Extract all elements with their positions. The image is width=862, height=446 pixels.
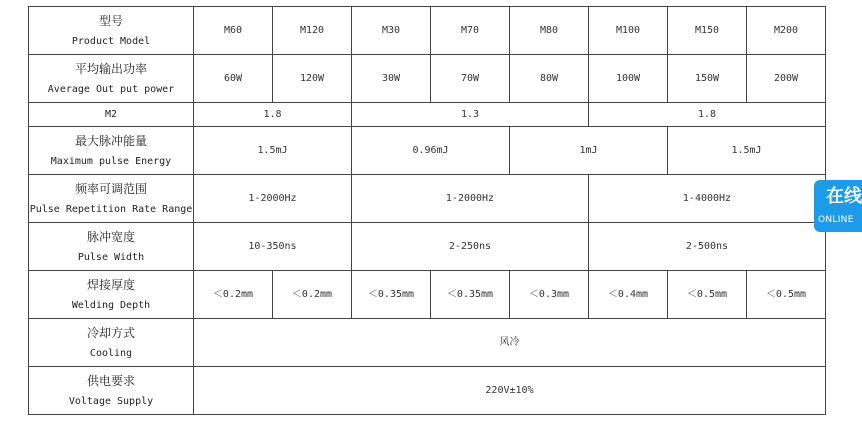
spec-value-cell: M60 xyxy=(194,7,273,55)
spec-value-cell: 1-2000Hz xyxy=(352,175,589,223)
spec-value-cell: 1mJ xyxy=(510,127,668,175)
spec-label-cell xyxy=(29,271,194,319)
spec-value-cell: ＜0.35mm xyxy=(352,271,431,319)
spec-label-en: Pulse Repetition Rate Range xyxy=(29,203,193,215)
spec-label-cell xyxy=(29,7,194,55)
spec-label-zh: 焊接厚度 xyxy=(86,277,135,292)
online-badge-en: ONLINE xyxy=(818,215,854,225)
spec-label-cell xyxy=(29,319,194,367)
online-service-badge[interactable] xyxy=(814,180,862,232)
spec-label-cell xyxy=(29,223,194,271)
spec-value-cell: 0.96mJ xyxy=(352,127,510,175)
spec-label-en: M2 xyxy=(104,108,118,120)
spec-label-cell xyxy=(29,55,194,103)
spec-label-zh: 最大脉冲能量 xyxy=(74,133,147,148)
spec-value-cell: M30 xyxy=(352,7,431,55)
spec-value-cell: M70 xyxy=(431,7,510,55)
spec-value-cell: 1-2000Hz xyxy=(194,175,352,223)
spec-row xyxy=(29,55,826,103)
spec-label-cell xyxy=(29,103,194,127)
spec-label-en: Welding Depth xyxy=(71,299,151,311)
spec-value-cell: 220V±10% xyxy=(194,367,826,415)
spec-value-cell: 风冷 xyxy=(194,319,826,367)
spec-value-cell: 1.8 xyxy=(589,103,826,127)
spec-table xyxy=(28,6,826,415)
spec-value-cell: M150 xyxy=(668,7,747,55)
online-badge-zh: 在线 xyxy=(826,186,862,207)
spec-value-cell: 1.8 xyxy=(194,103,352,127)
spec-value-cell: M120 xyxy=(273,7,352,55)
spec-value-cell: M80 xyxy=(510,7,589,55)
spec-row xyxy=(29,367,826,415)
spec-value-cell: 70W xyxy=(431,55,510,103)
spec-value-cell: 30W xyxy=(352,55,431,103)
spec-label-en: Average Out put power xyxy=(47,83,175,95)
spec-value-cell: 60W xyxy=(194,55,273,103)
spec-value-cell: 2-250ns xyxy=(352,223,589,271)
spec-label-zh: 频率可调范围 xyxy=(74,181,147,196)
spec-value-cell: 80W xyxy=(510,55,589,103)
spec-row xyxy=(29,223,826,271)
spec-label-zh: 冷却方式 xyxy=(86,325,135,340)
spec-label-zh: 供电要求 xyxy=(86,373,135,388)
spec-value-cell: 10-350ns xyxy=(194,223,352,271)
spec-value-cell: 120W xyxy=(273,55,352,103)
spec-label-zh: 脉冲宽度 xyxy=(86,229,135,244)
spec-value-cell: ＜0.5mm xyxy=(668,271,747,319)
spec-value-cell: M200 xyxy=(747,7,826,55)
spec-row xyxy=(29,103,826,127)
spec-label-en: Product Model xyxy=(71,35,151,47)
spec-value-cell: 100W xyxy=(589,55,668,103)
spec-value-cell: ＜0.2mm xyxy=(273,271,352,319)
spec-label-cell xyxy=(29,367,194,415)
spec-row xyxy=(29,175,826,223)
spec-row xyxy=(29,319,826,367)
spec-label-en: Pulse Width xyxy=(77,251,145,263)
spec-value-cell: 1-4000Hz xyxy=(589,175,826,223)
spec-row xyxy=(29,271,826,319)
spec-value-cell: ＜0.35mm xyxy=(431,271,510,319)
spec-value-cell: 2-500ns xyxy=(589,223,826,271)
spec-value-cell: ＜0.4mm xyxy=(589,271,668,319)
spec-value-cell: M100 xyxy=(589,7,668,55)
spec-value-cell: 200W xyxy=(747,55,826,103)
spec-value-cell: ＜0.3mm xyxy=(510,271,589,319)
spec-label-cell xyxy=(29,127,194,175)
spec-row xyxy=(29,127,826,175)
spec-label-cell xyxy=(29,175,194,223)
spec-value-cell: ＜0.5mm xyxy=(747,271,826,319)
spec-value-cell: 150W xyxy=(668,55,747,103)
spec-label-en: Voltage Supply xyxy=(68,395,154,407)
spec-label-zh: 平均输出功率 xyxy=(74,61,147,76)
spec-value-cell: ＜0.2mm xyxy=(194,271,273,319)
spec-label-en: Maximum pulse Energy xyxy=(50,155,172,167)
spec-value-cell: 1.5mJ xyxy=(668,127,826,175)
spec-label-zh: 型号 xyxy=(98,13,123,28)
spec-label-en: Cooling xyxy=(89,347,133,359)
spec-value-cell: 1.3 xyxy=(352,103,589,127)
spec-value-cell: 1.5mJ xyxy=(194,127,352,175)
spec-row xyxy=(29,7,826,55)
